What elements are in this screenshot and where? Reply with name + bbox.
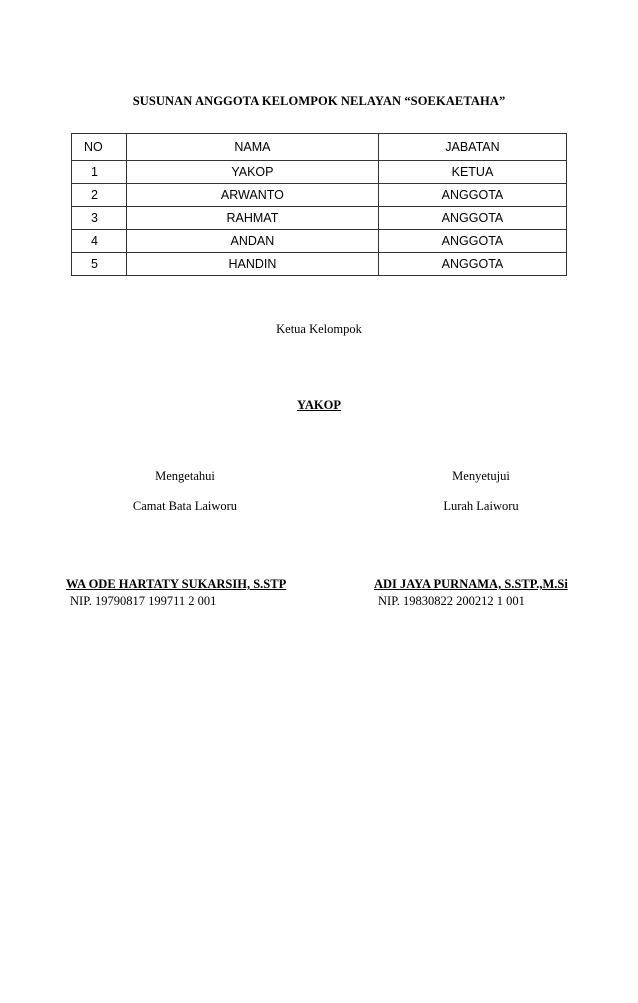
ketua-label: Ketua Kelompok bbox=[276, 322, 362, 336]
table-row bbox=[72, 230, 567, 253]
members-table bbox=[71, 133, 567, 276]
cell-jabatan: ANGGOTA bbox=[378, 207, 566, 230]
official-nip-right: NIP. 19830822 200212 1 001 bbox=[378, 594, 525, 608]
official-left bbox=[66, 576, 286, 610]
sig-title-left: Camat Bata Laiworu bbox=[132, 499, 238, 513]
signature-block-right bbox=[386, 468, 576, 515]
table-row bbox=[72, 207, 567, 230]
sig-caption-right: Menyetujui bbox=[452, 469, 510, 483]
cell-no: 3 bbox=[72, 207, 127, 230]
cell-jabatan: ANGGOTA bbox=[378, 184, 566, 207]
cell-nama: YAKOP bbox=[126, 161, 378, 184]
table-row bbox=[72, 184, 567, 207]
sig-caption-left: Mengetahui bbox=[155, 469, 215, 483]
cell-nama: HANDIN bbox=[126, 253, 378, 276]
header-no: NO bbox=[72, 134, 127, 161]
cell-nama: ANDAN bbox=[126, 230, 378, 253]
cell-nama: ARWANTO bbox=[126, 184, 378, 207]
sig-title-right: Lurah Laiworu bbox=[443, 499, 519, 513]
document-title: SUSUNAN ANGGOTA KELOMPOK NELAYAN “SOEKAETAHA” bbox=[132, 94, 506, 108]
table-row bbox=[72, 253, 567, 276]
official-nip-left: NIP. 19790817 199711 2 001 bbox=[70, 594, 217, 608]
header-jabatan: JABATAN bbox=[378, 134, 566, 161]
ketua-name: YAKOP bbox=[297, 398, 341, 412]
cell-no: 2 bbox=[72, 184, 127, 207]
table-row bbox=[72, 161, 567, 184]
cell-nama: RAHMAT bbox=[126, 207, 378, 230]
official-right bbox=[374, 576, 568, 610]
signature-block-left bbox=[90, 468, 280, 515]
cell-jabatan: ANGGOTA bbox=[378, 253, 566, 276]
header-nama: NAMA bbox=[126, 134, 378, 161]
official-name-left: WA ODE HARTATY SUKARSIH, S.STP bbox=[66, 577, 287, 591]
table-header-row bbox=[72, 134, 567, 161]
official-name-right: ADI JAYA PURNAMA, S.STP.,M.Si bbox=[374, 577, 568, 591]
cell-no: 5 bbox=[72, 253, 127, 276]
cell-jabatan: ANGGOTA bbox=[378, 230, 566, 253]
cell-no: 1 bbox=[72, 161, 127, 184]
cell-no: 4 bbox=[72, 230, 127, 253]
cell-jabatan: KETUA bbox=[378, 161, 566, 184]
